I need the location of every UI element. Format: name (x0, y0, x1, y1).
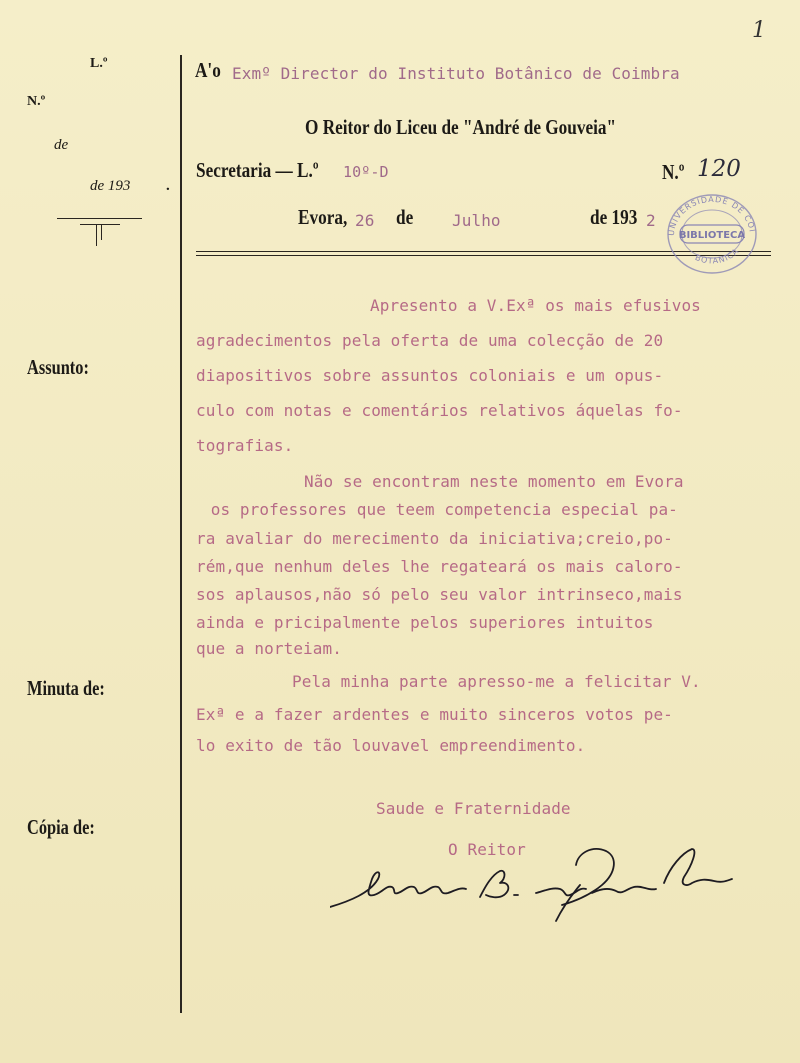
addressee-prefix: A'o (195, 58, 221, 82)
body-line-14: Exª e a fazer ardentes e muito sinceros votos pe- (196, 705, 673, 724)
body-line-10: sos aplausos,não só pelo seu valor intrinseco,mais (196, 585, 683, 604)
body-line-5: tografias. (196, 436, 294, 455)
body-line-13: Pela minha parte apresso-me a felicitar V. (292, 672, 701, 691)
secretaria-label: Secretaria — L.º (196, 158, 319, 182)
body-line-3: diapositivos sobre assuntos coloniais e um opus- (196, 366, 664, 385)
margin-minuta-label: Minuta de: (27, 676, 105, 700)
margin-decorative-tick (96, 224, 97, 246)
body-line-12: que a norteiam. (196, 639, 342, 658)
body-line-9: rém,que nenhum deles lhe regateará os mais caloro- (196, 557, 683, 576)
place-label: Evora, (298, 205, 348, 229)
body-line-1: Apresento a V.Exª os mais efusivos (370, 296, 701, 315)
stamp-bottom-text: BOTANICA (693, 246, 741, 266)
body-line-8: ra avaliar do merecimento da iniciativa;creio,po- (196, 529, 673, 548)
date-month: Julho (452, 211, 501, 230)
body-line-6: Não se encontram neste momento em Evora (304, 472, 684, 491)
stamp-ring-text: UNIVERSIDADE DE COI (666, 194, 757, 237)
body-line-15: lo exito de tão louvavel empreendimento. (196, 736, 586, 755)
library-stamp (660, 188, 764, 278)
date-de-2: de 193 (590, 205, 638, 229)
margin-assunto-label: Assunto: (27, 355, 89, 379)
date-year-digit: 2 (646, 211, 656, 230)
body-line-7: os professores que teem competencia especial pa- (201, 500, 678, 519)
body-line-4: culo com notas e comentários relativos áquelas fo- (196, 401, 683, 420)
closing-title: O Reitor (448, 840, 526, 859)
margin-vertical-divider (180, 55, 182, 1013)
closing-salutation: Saude e Fraternidade (376, 799, 571, 818)
date-de-1: de (396, 205, 414, 229)
secretaria-value: 10º-D (343, 163, 389, 181)
margin-year-label: de 193 (90, 178, 131, 194)
margin-numero-label: N.º (27, 94, 46, 109)
body-line-11: ainda e pricipalmente pelos superiores intuitos (196, 613, 654, 632)
sender-heading: O Reitor do Liceu de "André de Gouveia" (305, 115, 617, 139)
numero-value: 120 (697, 156, 741, 182)
margin-year-dot: . (166, 178, 170, 194)
body-line-2: agradecimentos pela oferta de uma colecção de 20 (196, 331, 664, 350)
stamp-center-text: BIBLIOTECA (678, 230, 746, 241)
handwritten-signature (330, 835, 750, 930)
margin-decorative-tick-2 (101, 224, 102, 240)
date-day: 26 (355, 211, 375, 230)
addressee-line: Exmº Director do Instituto Botânico de Coimbra (232, 64, 680, 83)
margin-copia-label: Cópia de: (27, 815, 95, 839)
margin-de-label: de (54, 137, 69, 153)
margin-livro-label: L.º (90, 56, 108, 71)
margin-decorative-rule-2 (80, 224, 120, 225)
page-number-annotation: 1 (752, 18, 766, 43)
svg-text:BOTANICA (694, 246, 741, 265)
margin-decorative-rule (57, 218, 142, 219)
numero-label: N.º (662, 160, 685, 184)
